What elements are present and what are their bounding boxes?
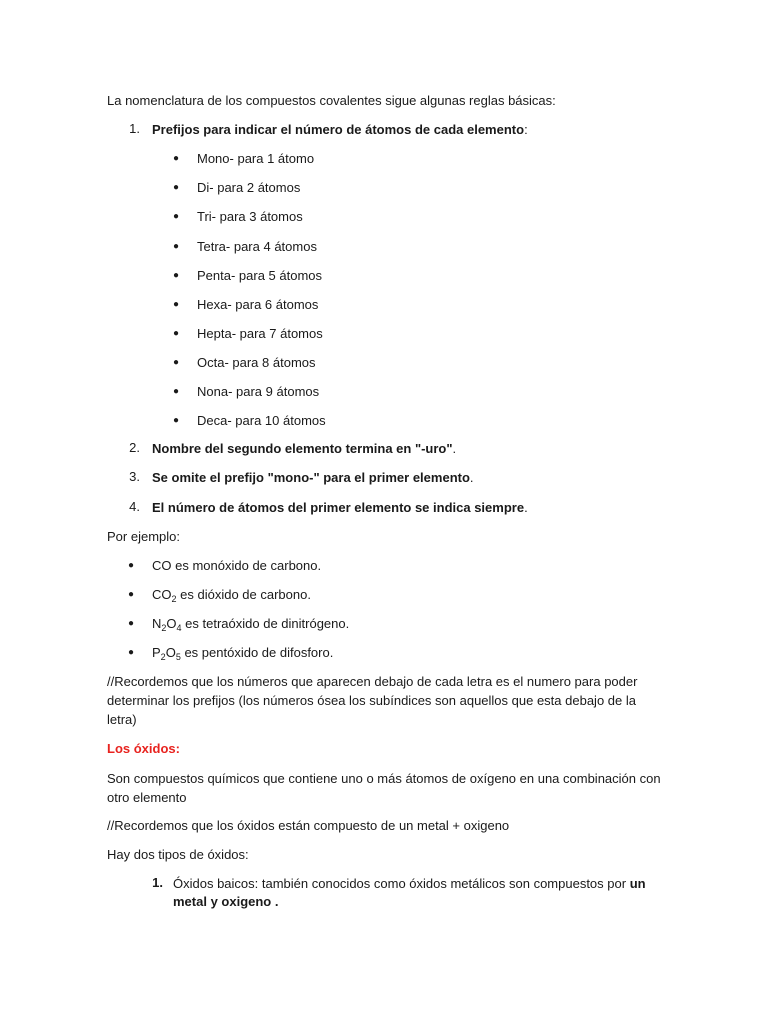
example-heading: Por ejemplo:: [107, 529, 180, 544]
prefix-item: Octa- para 8 átomos: [197, 355, 316, 370]
bullet-icon: ●: [173, 386, 180, 397]
oxide-type-1-number: 1.: [152, 875, 163, 890]
rule-2-bold: Nombre del segundo elemento termina en "-uro": [152, 441, 453, 456]
bullet-icon: ●: [173, 153, 180, 164]
rule-3-text: [152, 469, 474, 487]
prefix-item: Tetra- para 4 átomos: [197, 239, 317, 254]
rule-4-number: 4.: [129, 499, 140, 514]
prefix-item: Nona- para 9 átomos: [197, 384, 320, 399]
rule-2-number: 2.: [129, 440, 140, 455]
example-item: $P_2O_5$ es pentóxido de difosforo.: [152, 645, 334, 662]
rule-2-text: [152, 440, 456, 458]
prefix-item: Hepta- para 7 átomos: [197, 326, 323, 341]
prefix-item: Di- para 2 átomos: [197, 180, 301, 195]
example-item: CO es monóxido de carbono.: [152, 558, 322, 573]
example-item: $CO_2$ es dióxido de carbono.: [152, 587, 311, 604]
bullet-icon: ●: [128, 589, 135, 600]
bullet-icon: ●: [173, 357, 180, 368]
oxides-definition: Son compuestos químicos que contiene uno o más átomos de oxígeno en una combinación con otro elemento: [107, 771, 661, 805]
bullet-icon: ●: [173, 241, 180, 252]
rule-3-tail: .: [469, 470, 474, 485]
bullet-icon: ●: [128, 647, 135, 658]
prefix-item: Deca- para 10 átomos: [197, 413, 326, 428]
rule-3-bold: Se omite el prefijo "mono-" para el primer elemento: [152, 470, 470, 485]
example-item: $N_2O_4$ es tetraóxido de dinitrógeno.: [152, 616, 350, 633]
bullet-icon: ●: [173, 270, 180, 281]
rule-4-bold: El número de átomos del primer elemento se indica siempre: [152, 500, 525, 515]
bullet-icon: ●: [173, 211, 180, 222]
bullet-icon: ●: [173, 182, 180, 193]
bullet-icon: ●: [173, 328, 180, 339]
bullet-icon: ●: [128, 618, 135, 629]
rule-4-tail: .: [524, 500, 528, 515]
rule-1-text: [152, 121, 528, 139]
section-heading-oxides: Los óxidos:: [107, 741, 180, 756]
rule-1-tail: :: [524, 122, 528, 137]
rule-1-number: 1.: [129, 121, 140, 136]
prefix-item: Tri- para 3 átomos: [197, 209, 303, 224]
rule-3-number: 3.: [129, 469, 140, 484]
rule-2-tail: .: [452, 441, 457, 456]
bullet-icon: ●: [128, 560, 135, 571]
intro-text: La nomenclatura de los compuestos covalentes sigue algunas reglas básicas:: [107, 93, 556, 108]
oxide-types-intro: Hay dos tipos de óxidos:: [107, 847, 249, 862]
note-subscripts: //Recordemos que los números que aparecen debajo de cada letra es el numero para poder determinar los prefijos (los números ósea los subíndices son aquellos que esta debajo de la letra): [107, 674, 638, 727]
prefix-item: Mono- para 1 átomo: [197, 151, 315, 166]
rule-1-bold: Prefijos para indicar el número de átomos de cada elemento: [152, 122, 525, 137]
prefix-item: Hexa- para 6 átomos: [197, 297, 319, 312]
bullet-icon: ●: [173, 415, 180, 426]
rule-4-text: [152, 499, 528, 517]
oxide-type-1-text: Óxidos baicos: también conocidos como óxidos metálicos son compuestos por un metal y oxigeno .: [173, 876, 646, 909]
note-oxides: //Recordemos que los óxidos están compuesto de un metal + oxigeno: [107, 818, 510, 833]
bullet-icon: ●: [173, 299, 180, 310]
prefix-item: Penta- para 5 átomos: [197, 268, 323, 283]
